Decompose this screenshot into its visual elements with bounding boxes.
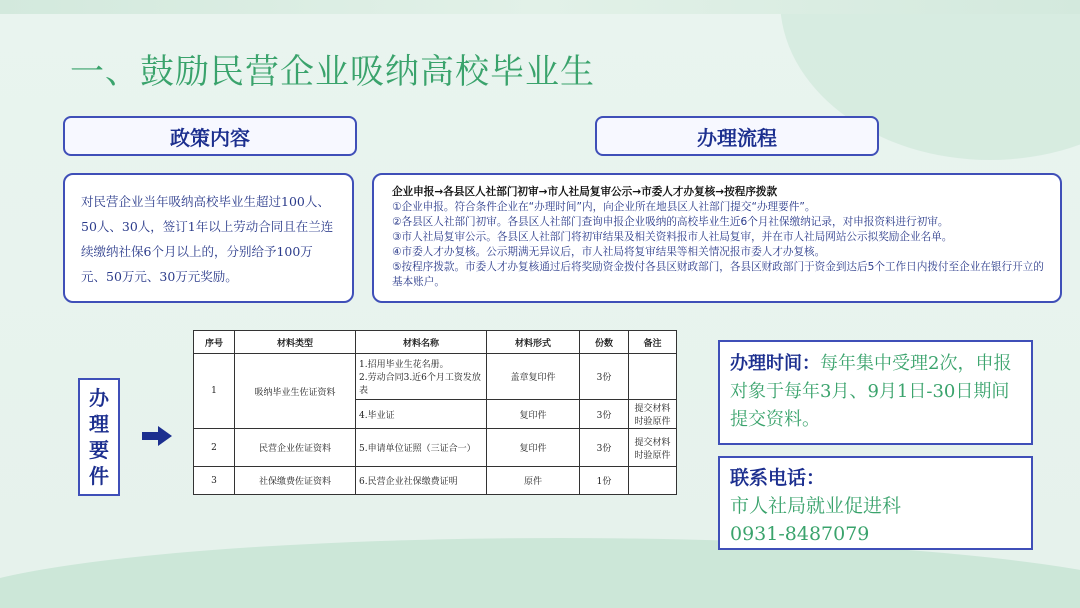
- cell-count: 3份: [580, 400, 629, 429]
- header-cell: 份数: [580, 331, 629, 354]
- process-step: ⑤按程序拨款。市委人才办复核通过后将奖励资金拨付各县区财政部门，各县区财政部门于资金到达后5个工作日内拨付至企业在银行开立的基本账户。: [392, 261, 1044, 288]
- time-box: [718, 340, 1033, 445]
- contact-dept: 市人社局就业促进科: [730, 495, 902, 517]
- cell-no: 1: [194, 354, 235, 429]
- requirements-table: [193, 330, 677, 495]
- cell-count: 3份: [580, 429, 629, 467]
- cell-note: 提交材料时验原件: [629, 429, 677, 467]
- page-title: 一、鼓励民营企业吸纳高校毕业生: [70, 52, 595, 92]
- cell-form: 复印件: [487, 429, 580, 467]
- requirements-label: [78, 378, 120, 496]
- requirements-label-char: 件: [89, 464, 109, 488]
- header-cell: 材料名称: [356, 331, 487, 354]
- header-cell: 材料形式: [487, 331, 580, 354]
- contact-phone: 0931-8487079: [730, 523, 870, 545]
- cell-name: 6.民营企业社保缴费证明: [356, 467, 487, 495]
- cell-form: 原件: [487, 467, 580, 495]
- cell-note: 提交材料时验原件: [629, 400, 677, 429]
- process-header: 办理流程: [595, 116, 879, 156]
- cell-note: [629, 354, 677, 400]
- table-header-row: [194, 331, 677, 354]
- cell-note: [629, 467, 677, 495]
- requirements-label-char: 理: [89, 412, 109, 436]
- cell-type: 社保缴费佐证资料: [235, 467, 356, 495]
- requirements-label-char: 办: [89, 386, 109, 410]
- policy-header: 政策内容: [63, 116, 357, 156]
- requirements-label-char: 要: [89, 438, 109, 462]
- time-text: 每年集中受理2次，申报对象于每年3月、9月1日-30日期间提交资料。: [730, 353, 1012, 430]
- time-label: 办理时间：: [730, 353, 820, 374]
- table-row: [194, 467, 677, 495]
- cell-type: 吸纳毕业生佐证资料: [235, 354, 356, 429]
- cell-form: 盖章复印件: [487, 354, 580, 400]
- process-step: ②各县区人社部门初审。各县区人社部门查询申报企业吸纳的高校毕业生近6个月社保缴纳记录，对申报资料进行初审。: [392, 216, 949, 228]
- table-row: [194, 429, 677, 467]
- cell-form: 复印件: [487, 400, 580, 429]
- cell-name: 1.招用毕业生花名册。 2.劳动合同3.近6个月工资发放表: [356, 354, 487, 400]
- header-cell: 材料类型: [235, 331, 356, 354]
- process-step: ①企业申报。符合条件企业在“办理时间”内，向企业所在地县区人社部门提交“办理要件”。: [392, 201, 816, 213]
- process-step: ③市人社局复审公示。各县区人社部门将初审结果及相关资料报市人社局复审，并在市人社局网站公示拟奖励企业名单。: [392, 231, 953, 243]
- cell-count: 3份: [580, 354, 629, 400]
- header-cell: 序号: [194, 331, 235, 354]
- cell-no: 3: [194, 467, 235, 495]
- cell-name: 5.申请单位证照（三证合一）: [356, 429, 487, 467]
- cell-name: 4.毕业证: [356, 400, 487, 429]
- contact-label: 联系电话：: [730, 467, 826, 489]
- process-step: ④市委人才办复核。公示期满无异议后，市人社局将复审结果等相关情况报市委人才办复核。: [392, 246, 826, 258]
- header-cell: 备注: [629, 331, 677, 354]
- table-row: [194, 354, 677, 400]
- process-box: [372, 173, 1062, 303]
- cell-type: 民营企业佐证资料: [235, 429, 356, 467]
- right-arrow-icon: [142, 426, 172, 446]
- contact-box: [718, 456, 1033, 550]
- policy-text-box: 对民营企业当年吸纳高校毕业生超过100人、50人、30人，签订1年以上劳动合同且在兰连续缴纳社保6个月以上的，分别给予100万元、50万元、30万元奖励。: [63, 173, 354, 303]
- process-flow: 企业申报→各县区人社部门初审→市人社局复审公示→市委人才办复核→按程序拨款: [392, 186, 778, 198]
- cell-no: 2: [194, 429, 235, 467]
- decorative-top-band: [0, 0, 1080, 14]
- cell-count: 1份: [580, 467, 629, 495]
